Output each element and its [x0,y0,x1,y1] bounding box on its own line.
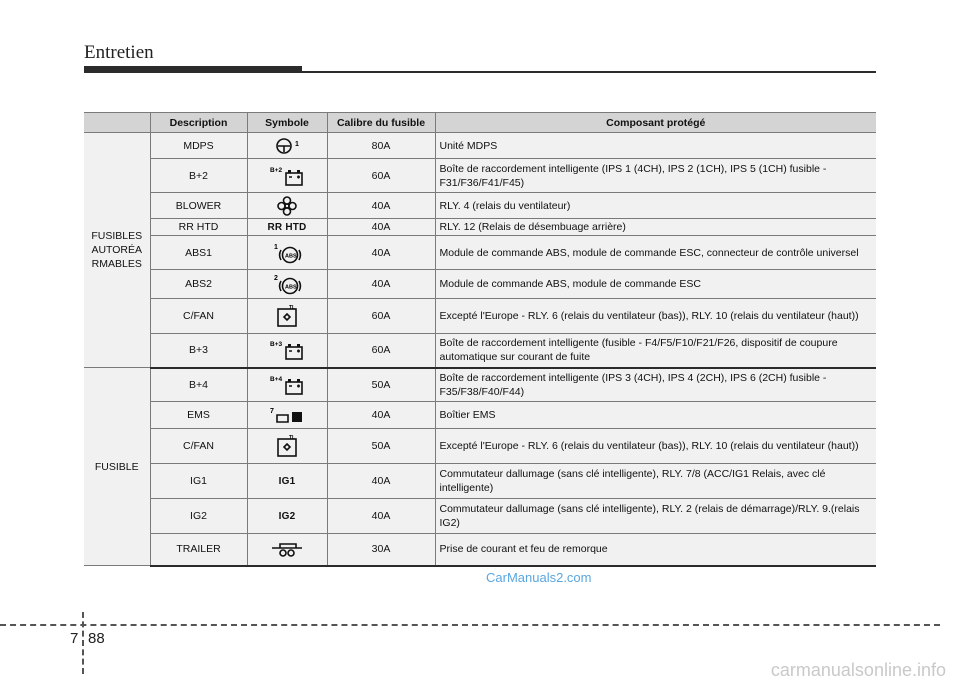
column-header-symbol: Symbole [247,113,327,133]
battery-4-icon [270,375,304,391]
fuse-rating-cell: 40A [327,219,435,236]
cooling-fan-icon [275,435,299,452]
fuse-rating-cell: 60A [327,334,435,368]
fuse-rating-cell: 50A [327,429,435,464]
fuse-rating-cell: 50A [327,368,435,402]
svg-text:TL: TL [289,435,296,441]
footer-dashed-rule [0,624,940,626]
svg-text:TL: TL [289,305,296,311]
page-title: Entretien [84,42,154,63]
fuse-symbol-cell [247,334,327,368]
chapter-number: 7 [70,630,79,647]
fan-icon [276,199,298,211]
fuse-symbol-cell [247,368,327,402]
abs-1-icon [272,243,302,259]
table-row [84,299,876,334]
fuse-symbol-cell [247,219,327,236]
fuse-symbol-cell [247,236,327,270]
column-header-rating: Calibre du fusible [327,113,435,133]
fuse-component-cell: Module de commande ABS, module de commande ESC [435,270,876,299]
abs-2-icon [272,275,302,291]
fuse-description-cell: IG2 [150,499,247,534]
table-row [84,219,876,236]
fuse-rating-cell: 60A [327,299,435,334]
svg-text:1: 1 [295,140,299,148]
fuse-rating-cell: 40A [327,193,435,219]
fuse-rating-cell: 30A [327,534,435,566]
fuse-rating-cell: 60A [327,159,435,193]
fuse-description-cell: RR HTD [150,219,247,236]
fuse-component-cell: Boîte de raccordement intelligente (IPS 3 (4CH), IPS 4 (2CH), IPS 6 (2CH) fusible - F35/F38/F40/F44) [435,368,876,402]
fuse-rating-cell: 80A [327,133,435,159]
table-row [84,193,876,219]
fuse-description-cell: B+2 [150,159,247,193]
table-row [84,534,876,566]
fuse-component-cell: Excepté l'Europe - RLY. 6 (relais du ventilateur (bas)), RLY. 10 (relais du ventilateur (haut)) [435,429,876,464]
fuse-component-cell: Boîtier EMS [435,402,876,429]
fuse-component-cell: Unité MDPS [435,133,876,159]
rr-htd-text: RR HTD [267,221,307,233]
fuse-symbol-cell [247,270,327,299]
table-row [84,499,876,534]
svg-text:B+2: B+2 [270,166,283,174]
table-row [84,270,876,299]
fuse-description-cell: BLOWER [150,193,247,219]
table-row [84,334,876,368]
fuse-rating-cell: 40A [327,464,435,499]
fuse-component-cell: Commutateur dallumage (sans clé intelligente), RLY. 2 (relais de démarrage)/RLY. 9.(relais IG2) [435,499,876,534]
fuse-component-cell: Prise de courant et feu de remorque [435,534,876,566]
fuse-category-cell: FUSIBLE [84,368,150,566]
fuse-description-cell: C/FAN [150,429,247,464]
table-header-row [84,113,876,133]
column-header-category [84,113,150,133]
column-header-component: Composant protégé [435,113,876,133]
fuse-description-cell: ABS1 [150,236,247,270]
fuse-description-cell: B+3 [150,334,247,368]
site-watermark: carmanualsonline.info [770,660,946,680]
table-row [84,236,876,270]
fuse-category-cell: FUSIBLES AUTORÉA RMABLES [84,133,150,368]
ig1-text: IG1 [278,475,296,487]
svg-text:7: 7 [270,408,274,415]
fuse-component-cell: Boîte de raccordement intelligente (IPS 1 (4CH), IPS 2 (1CH), IPS 5 (1CH) fusible - F31/F36/F41/F45) [435,159,876,193]
table-row [84,368,876,402]
fuse-symbol-cell [247,159,327,193]
fuse-component-cell: Excepté l'Europe - RLY. 6 (relais du ventilateur (bas)), RLY. 10 (relais du ventilateur (haut)) [435,299,876,334]
fuse-description-cell: MDPS [150,133,247,159]
fuse-symbol-cell [247,402,327,429]
fuse-symbol-cell [247,499,327,534]
battery-2-icon [270,166,304,181]
fuse-symbol-cell [247,193,327,219]
fuse-description-cell: TRAILER [150,534,247,566]
fuse-symbol-cell [247,299,327,334]
fuse-rating-cell: 40A [327,499,435,534]
column-header-description: Description [150,113,247,133]
ig2-text: IG2 [278,510,296,522]
header-rule-thick [84,66,302,73]
fuse-component-cell: Commutateur dallumage (sans clé intelligente), RLY. 7/8 (ACC/IG1 Relais, avec clé intelligente) [435,464,876,499]
header-rule-thin [302,71,876,73]
table-row [84,159,876,193]
watermark: CarManuals2.com [486,570,592,585]
mdps-icon [273,139,301,151]
fuse-symbol-cell [247,464,327,499]
fuse-description-cell: B+4 [150,368,247,402]
fuse-rating-cell: 40A [327,270,435,299]
footer-dashed-divider [82,612,84,674]
table-row [84,464,876,499]
svg-text:ABS: ABS [285,284,297,291]
fuse-symbol-cell [247,429,327,464]
fuse-description-cell: C/FAN [150,299,247,334]
fuse-component-cell: Module de commande ABS, module de commande ESC, connecteur de contrôle universel [435,236,876,270]
trailer-icon [270,543,304,555]
fuse-component-cell: RLY. 12 (Relais de désembuage arrière) [435,219,876,236]
fuse-rating-cell: 40A [327,402,435,429]
fuse-description-cell: ABS2 [150,270,247,299]
ems-icon [270,409,304,421]
fuse-symbol-cell [247,534,327,566]
svg-text:2: 2 [274,275,278,282]
page-number: 88 [88,630,105,647]
svg-text:1: 1 [274,243,278,251]
cooling-fan-icon [275,305,299,322]
fuse-description-cell: EMS [150,402,247,429]
fuse-symbol-cell [247,133,327,159]
svg-text:B+4: B+4 [270,375,283,383]
table-row [84,402,876,429]
table-row [84,133,876,159]
svg-text:B+3: B+3 [270,341,283,349]
fuse-rating-cell: 40A [327,236,435,270]
svg-text:ABS: ABS [285,253,297,259]
battery-3-icon [270,341,304,356]
fuse-component-cell: Boîte de raccordement intelligente (fusible - F4/F5/F10/F21/F26, dispositif de coupure automatique sur courant de fuite [435,334,876,368]
table-row [84,429,876,464]
fuse-component-cell: RLY. 4 (relais du ventilateur) [435,193,876,219]
fuse-table [84,112,876,567]
fuse-description-cell: IG1 [150,464,247,499]
